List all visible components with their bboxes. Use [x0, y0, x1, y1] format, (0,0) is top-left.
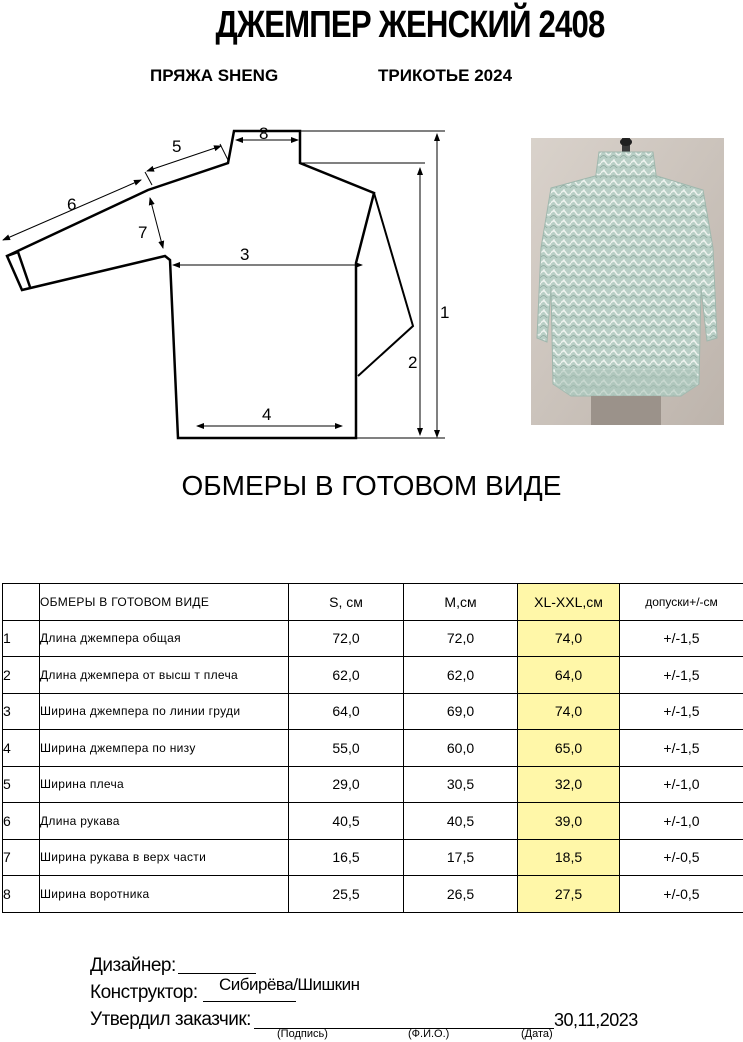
row-num: 3 [3, 693, 40, 730]
row-value-xl: 65,0 [518, 730, 620, 767]
row-value-s: 72,0 [289, 620, 404, 657]
row-tolerance: +/-1,5 [620, 620, 743, 657]
row-tolerance: +/-0,5 [620, 876, 743, 913]
row-value-xl: 64,0 [518, 657, 620, 694]
row-value-s: 62,0 [289, 657, 404, 694]
measure-label-1: 1 [440, 303, 450, 322]
row-name: Ширина плеча [40, 766, 289, 803]
row-value-m: 60,0 [404, 730, 518, 767]
measure-label-4: 4 [262, 405, 272, 424]
row-value-m: 69,0 [404, 693, 518, 730]
table-row [3, 620, 743, 657]
row-num: 2 [3, 657, 40, 694]
row-num: 6 [3, 803, 40, 840]
row-num: 4 [3, 730, 40, 767]
row-name: Длина рукава [40, 803, 289, 840]
yarn-label: ПРЯЖА SHENG [150, 66, 279, 85]
row-name: Ширина рукава в верх части [40, 839, 289, 876]
header-size-s: S, см [289, 584, 404, 621]
row-value-m: 72,0 [404, 620, 518, 657]
header-size-m: M,см [404, 584, 518, 621]
garment-outline [7, 131, 413, 438]
measure-label-7: 7 [138, 223, 148, 242]
row-tolerance: +/-1,5 [620, 693, 743, 730]
header-size-xl: XL-XXL,см [518, 584, 620, 621]
approved-label: Утвердил заказчик: [90, 1009, 251, 1030]
designer-signature-line [178, 972, 256, 974]
row-value-m: 26,5 [404, 876, 518, 913]
row-value-m: 62,0 [404, 657, 518, 694]
row-value-m: 40,5 [404, 803, 518, 840]
caption-name: (Ф.И.О.) [408, 1028, 450, 1040]
constructor-label: Конструктор: [90, 982, 198, 1003]
row-tolerance: +/-1,0 [620, 766, 743, 803]
row-value-s: 64,0 [289, 693, 404, 730]
row-name: Ширина джемпера по линии груди [40, 693, 289, 730]
row-name: Длина джемпера общая [40, 620, 289, 657]
table-row [3, 876, 743, 913]
document-title: ДЖЕМПЕР ЖЕНСКИЙ 2408 [215, 4, 605, 46]
approval-date: 30,11,2023 [554, 1010, 638, 1030]
measurements-table [2, 583, 743, 913]
table-row [3, 803, 743, 840]
constructor-value: Сибирёва/Шишкин [219, 975, 360, 994]
header-tolerance: допуски+/-см [620, 584, 743, 621]
measure-label-5: 5 [172, 137, 182, 156]
row-tolerance: +/-0,5 [620, 839, 743, 876]
table-row [3, 839, 743, 876]
measure-label-8: 8 [259, 124, 269, 143]
table-row [3, 730, 743, 767]
row-value-s: 25,5 [289, 876, 404, 913]
header-num [3, 584, 40, 621]
table-row [3, 766, 743, 803]
row-value-s: 40,5 [289, 803, 404, 840]
row-value-s: 16,5 [289, 839, 404, 876]
section-title: ОБМЕРЫ В ГОТОВОМ ВИДЕ [181, 470, 562, 501]
row-num: 8 [3, 876, 40, 913]
row-value-xl: 27,5 [518, 876, 620, 913]
row-value-s: 29,0 [289, 766, 404, 803]
row-tolerance: +/-1,5 [620, 730, 743, 767]
designer-label: Дизайнер: [90, 955, 176, 976]
row-name: Ширина воротника [40, 876, 289, 913]
header-name: ОБМЕРЫ В ГОТОВОМ ВИДЕ [40, 584, 289, 621]
row-value-xl: 18,5 [518, 839, 620, 876]
row-num: 1 [3, 620, 40, 657]
row-value-xl: 32,0 [518, 766, 620, 803]
measure-label-6: 6 [67, 195, 77, 214]
row-value-m: 30,5 [404, 766, 518, 803]
caption-date: (Дата) [521, 1028, 553, 1040]
knit-label: ТРИКОТЬЕ 2024 [378, 66, 513, 85]
measure-label-2: 2 [408, 353, 418, 372]
table-row [3, 693, 743, 730]
garment-sketch [0, 120, 470, 450]
row-value-xl: 39,0 [518, 803, 620, 840]
row-value-xl: 74,0 [518, 620, 620, 657]
row-value-m: 17,5 [404, 839, 518, 876]
caption-signature: (Подпись) [277, 1028, 328, 1040]
row-tolerance: +/-1,5 [620, 657, 743, 694]
constructor-signature-line [203, 1000, 296, 1002]
row-num: 7 [3, 839, 40, 876]
measure-label-3: 3 [240, 245, 250, 264]
row-value-s: 55,0 [289, 730, 404, 767]
row-num: 5 [3, 766, 40, 803]
row-tolerance: +/-1,0 [620, 803, 743, 840]
product-photo [531, 138, 724, 425]
row-name: Ширина джемпера по низу [40, 730, 289, 767]
table-header-row [3, 584, 743, 621]
table-row [3, 657, 743, 694]
row-value-xl: 74,0 [518, 693, 620, 730]
row-name: Длина джемпера от высш т плеча [40, 657, 289, 694]
